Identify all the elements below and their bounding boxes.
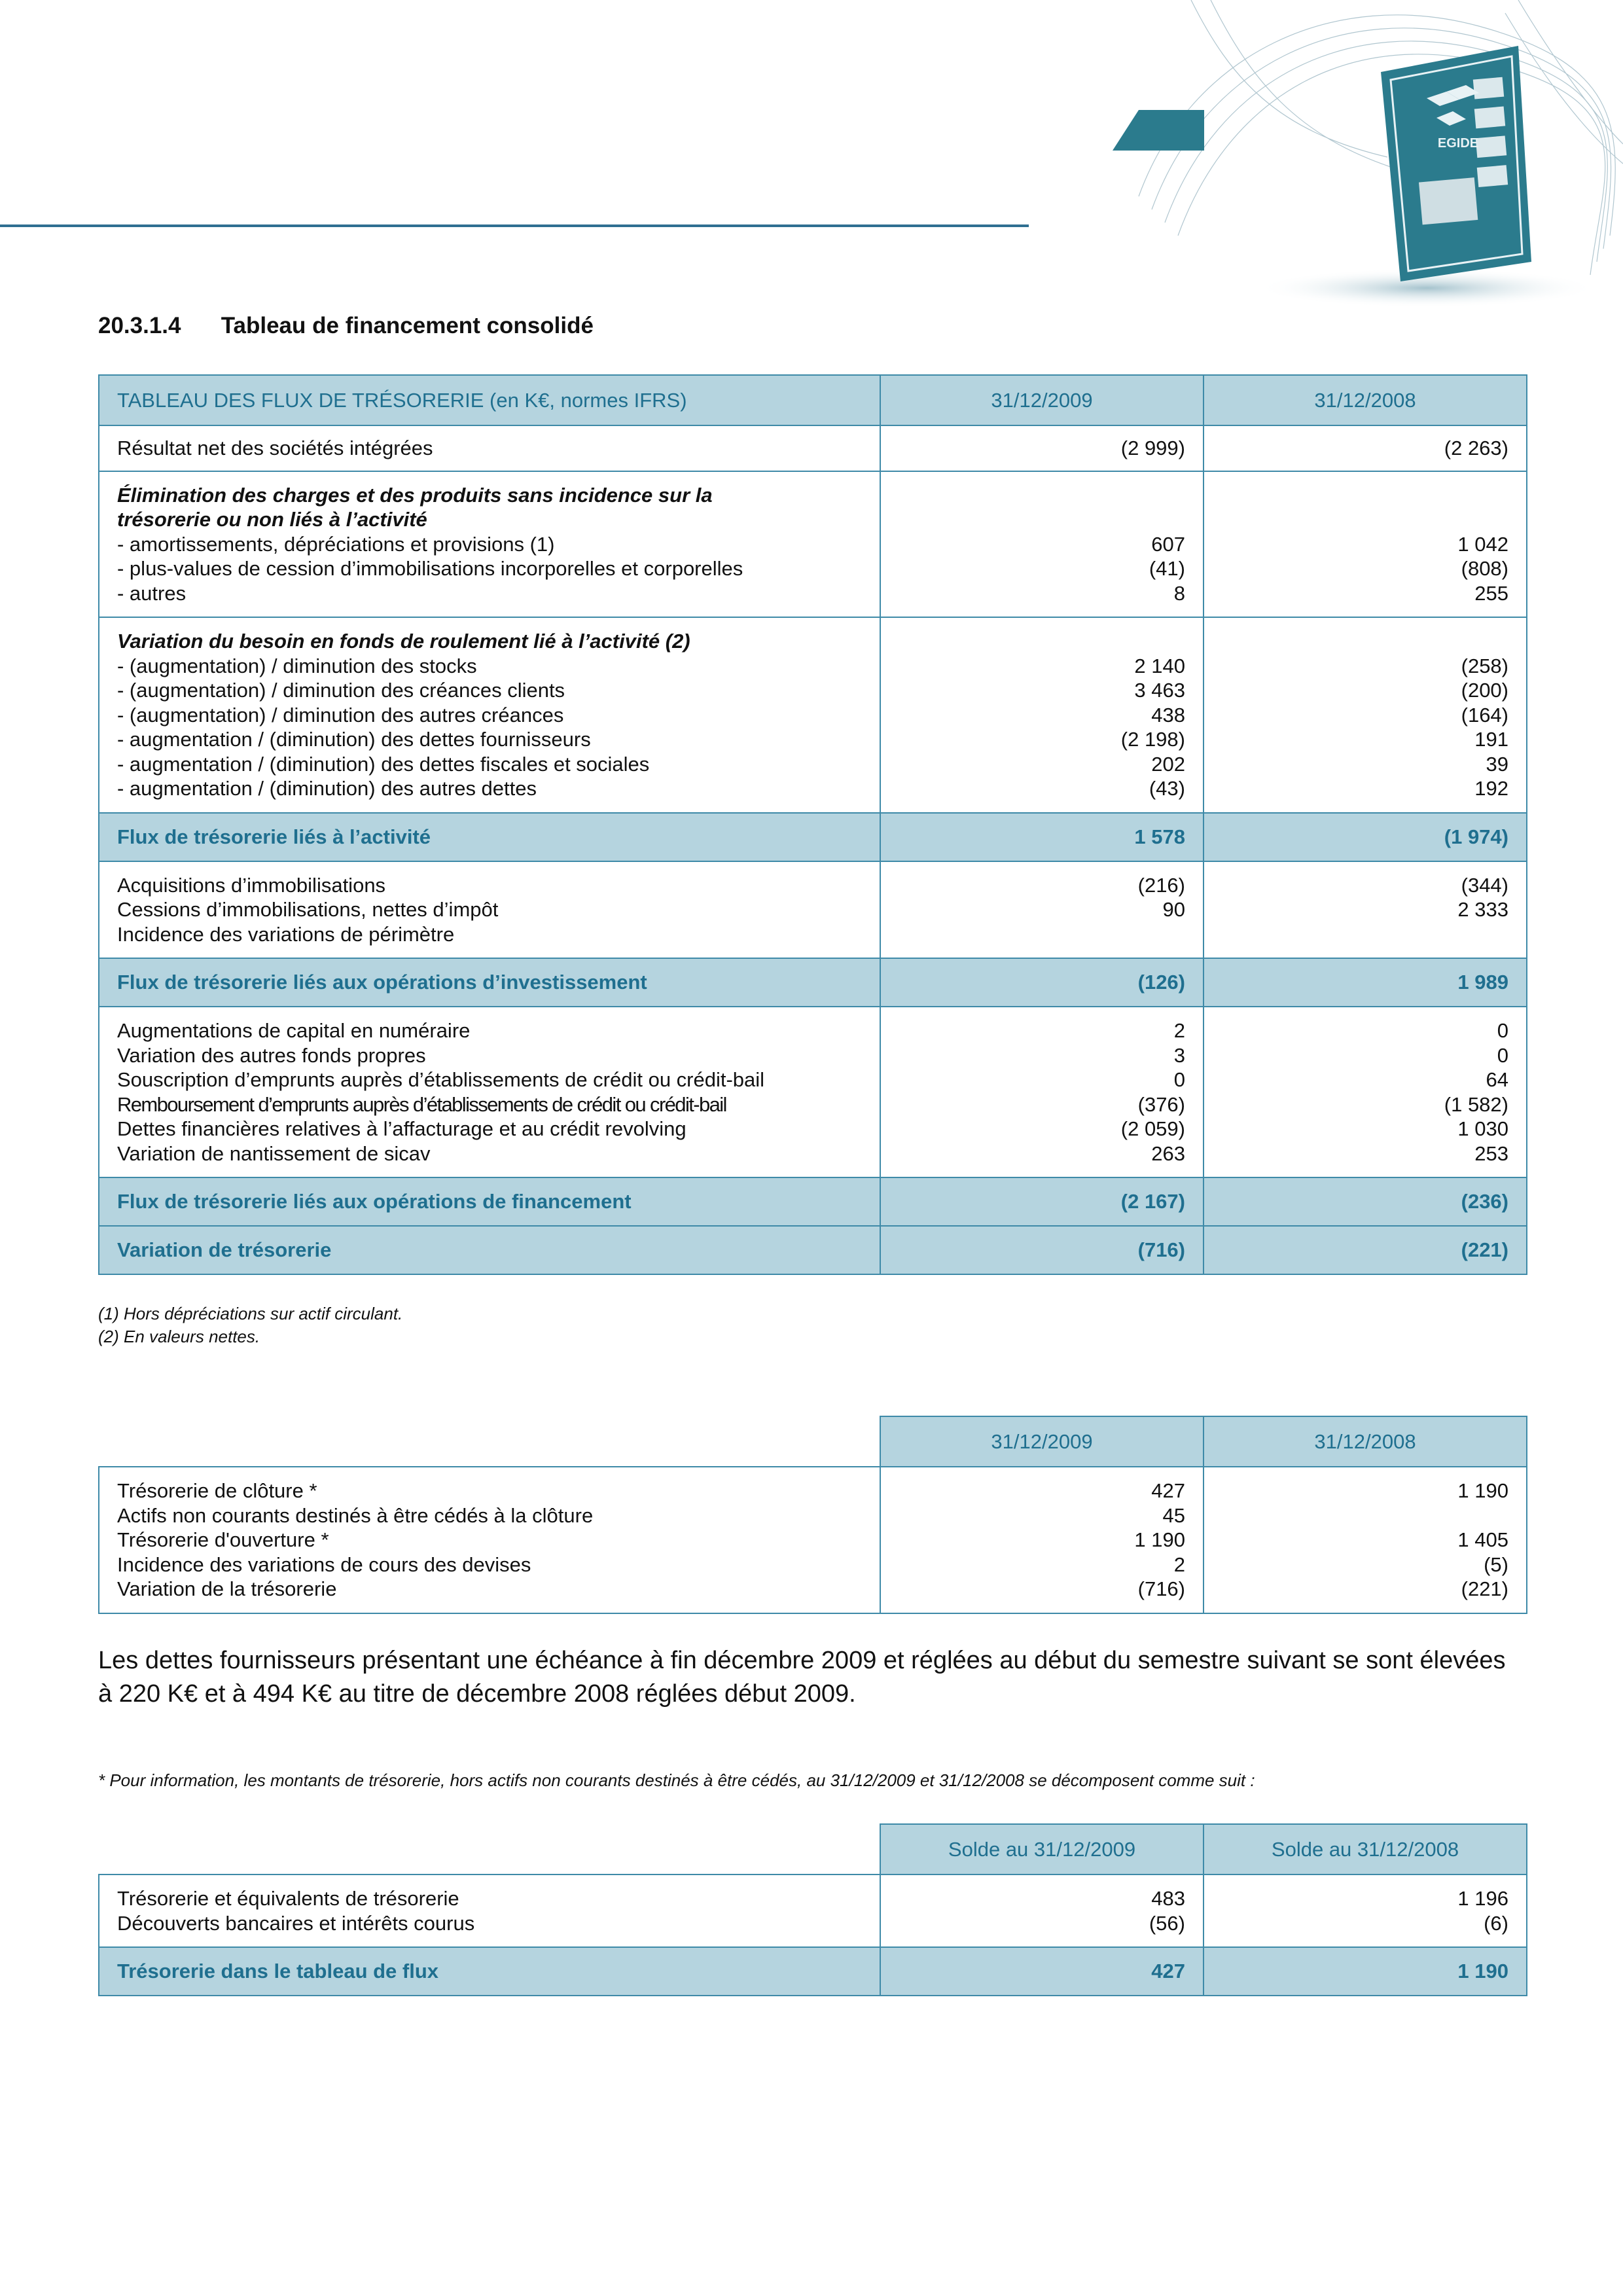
header-rule: [0, 224, 1029, 227]
value-2008: 255: [1474, 581, 1508, 605]
total-label: Trésorerie dans le tableau de flux: [99, 1947, 880, 1996]
working-capital-block: [99, 617, 1527, 813]
value-2009: 0: [1173, 1068, 1185, 1091]
row-label: Découverts bancaires et intérêts courus: [117, 1911, 475, 1935]
row-label: - (augmentation) / diminution des autres créances: [117, 703, 564, 726]
table-row: [99, 425, 1527, 471]
egide-logo: [1060, 0, 1623, 314]
row-label: Acquisitions d’immobilisations: [117, 873, 386, 897]
balance-table: [98, 1823, 1527, 1996]
value-2009: 263: [1151, 1141, 1185, 1165]
row-label: Remboursement d’emprunts auprès d’établissements de crédit ou crédit-bail: [117, 1092, 726, 1116]
balance-header-2009: Solde au 31/12/2009: [880, 1824, 1204, 1874]
balance-block: [99, 1874, 1527, 1947]
value-2008: 253: [1474, 1141, 1508, 1165]
group-title: Élimination des charges et des produits sans incidence sur la: [117, 483, 713, 507]
value-2009: 3: [1173, 1043, 1185, 1067]
value-2009: 3 463: [1134, 679, 1185, 702]
row-label: - (augmentation) / diminution des stocks: [117, 654, 477, 677]
treasury-header-2008: 31/12/2008: [1204, 1416, 1527, 1467]
cashflow-header-title: TABLEAU DES FLUX DE TRÉSORERIE (en K€, normes IFRS): [99, 375, 880, 425]
row-label: Variation des autres fonds propres: [117, 1043, 426, 1067]
section-title: [98, 313, 594, 339]
total-label: Variation de trésorerie: [99, 1226, 880, 1274]
row-label: Variation de la trésorerie: [117, 1577, 337, 1600]
value-2008: (5): [1484, 1552, 1508, 1576]
row-label: - (augmentation) / diminution des créances clients: [117, 679, 565, 702]
row-label: Variation de nantissement de sicav: [117, 1141, 431, 1165]
row-label: Trésorerie et équivalents de trésorerie: [117, 1887, 459, 1910]
group-title: Variation du besoin en fonds de roulement lié à l’activité (2): [117, 630, 690, 653]
row-label: Actifs non courants destinés à être cédés à la clôture: [117, 1503, 594, 1527]
value-2008: 192: [1474, 777, 1508, 800]
value-2009: 427: [1151, 1479, 1185, 1502]
value-2009: 438: [1151, 703, 1185, 726]
row-label: Cessions d’immobilisations, nettes d’impôt: [117, 898, 499, 921]
total-2009: (126): [880, 958, 1204, 1007]
value-2009: (41): [1149, 557, 1185, 580]
supplier-paragraph: Les dettes fournisseurs présentant une échéance à fin décembre 2009 et réglées au début du semestre suivant se sont élevées à 220 K€ et à 494 K€ au titre de décembre 2008 réglées début 2009.: [98, 1647, 1506, 1708]
total-row: [99, 1226, 1527, 1274]
value-2008: 1 196: [1457, 1887, 1508, 1910]
value-2008: 1 405: [1457, 1528, 1508, 1551]
value-2009: 90: [1162, 898, 1185, 921]
section-number: 20.3.1.4: [98, 313, 181, 338]
total-row: [99, 1177, 1527, 1226]
value-2008: (164): [1461, 703, 1508, 726]
value-2008: 1 042: [1457, 532, 1508, 556]
row-label: Dettes financières relatives à l’affacturage et au crédit revolving: [117, 1117, 687, 1140]
group-title: trésorerie ou non liés à l’activité: [117, 508, 427, 531]
total-2008: 1 989: [1204, 958, 1527, 1007]
row-label: Augmentations de capital en numéraire: [117, 1019, 471, 1042]
value-2008: 0: [1497, 1019, 1508, 1042]
row-label: Incidence des variations de périmètre: [117, 922, 455, 946]
row-label: - amortissements, dépréciations et provisions (1): [117, 532, 555, 556]
cashflow-header-row: [99, 375, 1527, 425]
total-2008: (236): [1204, 1177, 1527, 1226]
value-2008: 191: [1474, 728, 1508, 751]
total-row: [99, 958, 1527, 1007]
value-2009: 8: [1173, 581, 1185, 605]
total-label: Flux de trésorerie liés à l’activité: [99, 813, 880, 861]
total-2008: 1 190: [1204, 1947, 1527, 1996]
value-2009: 1 190: [1134, 1528, 1185, 1551]
value-2008: 0: [1497, 1043, 1508, 1067]
balance-header-2008: Solde au 31/12/2008: [1204, 1824, 1527, 1874]
value-2009: 483: [1151, 1887, 1185, 1910]
treasury-block: [99, 1467, 1527, 1613]
row-label: Souscription d’emprunts auprès d’établissements de crédit ou crédit-bail: [117, 1068, 765, 1091]
treasury-footnote: * Pour information, les montants de trésorerie, hors actifs non courants destinés à être cédés, au 31/12/2009 et 31/12/2008 se décomposent comme suit :: [98, 1770, 1255, 1790]
cashflow-header-2008: 31/12/2008: [1204, 375, 1527, 425]
value-2008: (808): [1461, 557, 1508, 580]
value-2009: (56): [1149, 1911, 1185, 1935]
cashflow-header-2009: 31/12/2009: [880, 375, 1204, 425]
treasury-header-row: [99, 1416, 1527, 1467]
value-2009: (2 999): [1120, 437, 1185, 459]
value-2009: 2: [1173, 1552, 1185, 1576]
value-2009: 45: [1162, 1503, 1185, 1527]
row-label: - autres: [117, 581, 187, 605]
row-label: - augmentation / (diminution) des autres dettes: [117, 777, 537, 800]
total-label: Flux de trésorerie liés aux opérations d’investissement: [99, 958, 880, 1007]
total-2008: (221): [1204, 1226, 1527, 1274]
total-label: Flux de trésorerie liés aux opérations de financement: [99, 1177, 880, 1226]
row-label: - plus-values de cession d’immobilisations incorporelles et corporelles: [117, 557, 743, 580]
elimination-block: [99, 471, 1527, 618]
balance-header-row: [99, 1824, 1527, 1874]
row-label: Incidence des variations de cours des devises: [117, 1552, 531, 1576]
value-2008: 1 030: [1457, 1117, 1508, 1140]
row-label: Résultat net des sociétés intégrées: [117, 437, 433, 459]
total-row: [99, 813, 1527, 861]
row-label: - augmentation / (diminution) des dettes fournisseurs: [117, 728, 591, 751]
value-2008: (258): [1461, 654, 1508, 677]
value-2008: (344): [1461, 873, 1508, 897]
value-2009: (216): [1137, 873, 1185, 897]
row-label: Trésorerie de clôture *: [117, 1479, 317, 1502]
value-2008: 2 333: [1457, 898, 1508, 921]
value-2008: (221): [1461, 1577, 1508, 1600]
value-2009: (2 059): [1120, 1117, 1185, 1140]
total-row: [99, 1947, 1527, 1996]
treasury-table: [98, 1416, 1527, 1614]
value-2009: (2 198): [1120, 728, 1185, 751]
value-2009: 202: [1151, 752, 1185, 776]
total-2009: (2 167): [880, 1177, 1204, 1226]
treasury-header-2009: 31/12/2009: [880, 1416, 1204, 1467]
table-notes: [98, 1302, 402, 1348]
total-2009: 1 578: [880, 813, 1204, 861]
total-2009: 427: [880, 1947, 1204, 1996]
value-2008: (6): [1484, 1911, 1508, 1935]
note: (1) Hors dépréciations sur actif circulant.: [98, 1304, 403, 1323]
investment-block: [99, 861, 1527, 959]
section-title-text: Tableau de financement consolidé: [221, 313, 594, 338]
value-2008: (2 263): [1444, 437, 1508, 459]
financing-block: [99, 1007, 1527, 1177]
value-2009: (376): [1137, 1092, 1185, 1116]
value-2008: (1 582): [1444, 1092, 1508, 1116]
total-2008: (1 974): [1204, 813, 1527, 861]
row-label: Trésorerie d'ouverture *: [117, 1528, 329, 1551]
note: (2) En valeurs nettes.: [98, 1327, 260, 1346]
value-2009: (43): [1149, 777, 1185, 800]
value-2008: 1 190: [1457, 1479, 1508, 1502]
value-2008: (200): [1461, 679, 1508, 702]
value-2008: 39: [1486, 752, 1508, 776]
value-2009: 2 140: [1134, 654, 1185, 677]
total-2009: (716): [880, 1226, 1204, 1274]
value-2009: (716): [1137, 1577, 1185, 1600]
svg-text:EGIDE: EGIDE: [1437, 136, 1479, 151]
cashflow-table: [98, 374, 1527, 1275]
value-2009: 607: [1151, 532, 1185, 556]
value-2009: 2: [1173, 1019, 1185, 1042]
row-label: - augmentation / (diminution) des dettes fiscales et sociales: [117, 752, 650, 776]
value-2008: 64: [1486, 1068, 1508, 1091]
